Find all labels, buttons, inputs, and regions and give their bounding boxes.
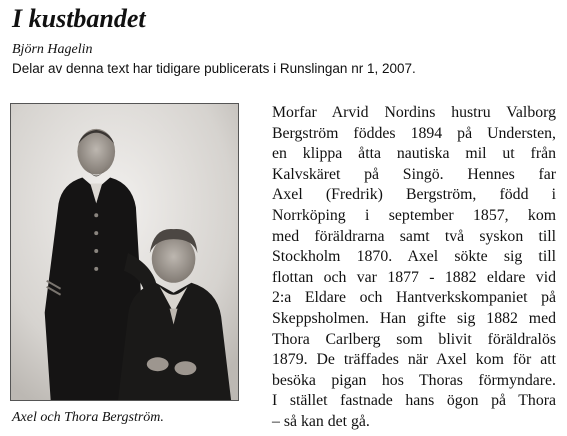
body-line: besöka pigan hos Thoras förmyndare.	[272, 371, 556, 389]
body-line: 2:a Eldare och Hantverkskompaniet på	[272, 289, 556, 307]
body-line: Thora Carlberg som blivit föräldralös	[272, 330, 556, 348]
publication-note: Delar av denna text har tidigare publicerats i Runslingan nr 1, 2007.	[12, 61, 416, 76]
body-line: flottan och var 1877 - 1882 eldare vid	[272, 268, 556, 286]
body-line: med föräldrarna samt två syskon till	[272, 227, 556, 245]
body-line: Axel (Fredrik) Bergström, född i	[272, 186, 556, 204]
body-line: 1879. De träffades när Axel kom för att	[272, 351, 556, 369]
body-line: – så kan det gå.	[272, 412, 370, 430]
body-line: I stället fastnade hans ögon på Thora	[272, 392, 556, 410]
body-line: Bergström föddes 1894 på Understen,	[272, 124, 556, 142]
photo-caption: Axel och Thora Bergström.	[12, 410, 164, 425]
body-line: Stockholm 1870. Axel sökte sig till	[272, 248, 556, 266]
body-line: Kalvskäret på Singö. Hennes far	[272, 165, 556, 183]
body-line: Skeppsholmen. Han gifte sig 1882 med	[272, 309, 556, 327]
article-body	[272, 103, 556, 433]
couple-photograph	[10, 103, 239, 401]
body-line: en klippa åtta nautiska mil ut från	[272, 145, 556, 163]
author-name: Björn Hagelin	[12, 42, 93, 57]
article-title: I kustbandet	[12, 4, 146, 33]
body-line: Morfar Arvid Nordins hustru Valborg	[272, 104, 556, 121]
body-line: Norrköping i september 1857, kom	[272, 206, 556, 224]
